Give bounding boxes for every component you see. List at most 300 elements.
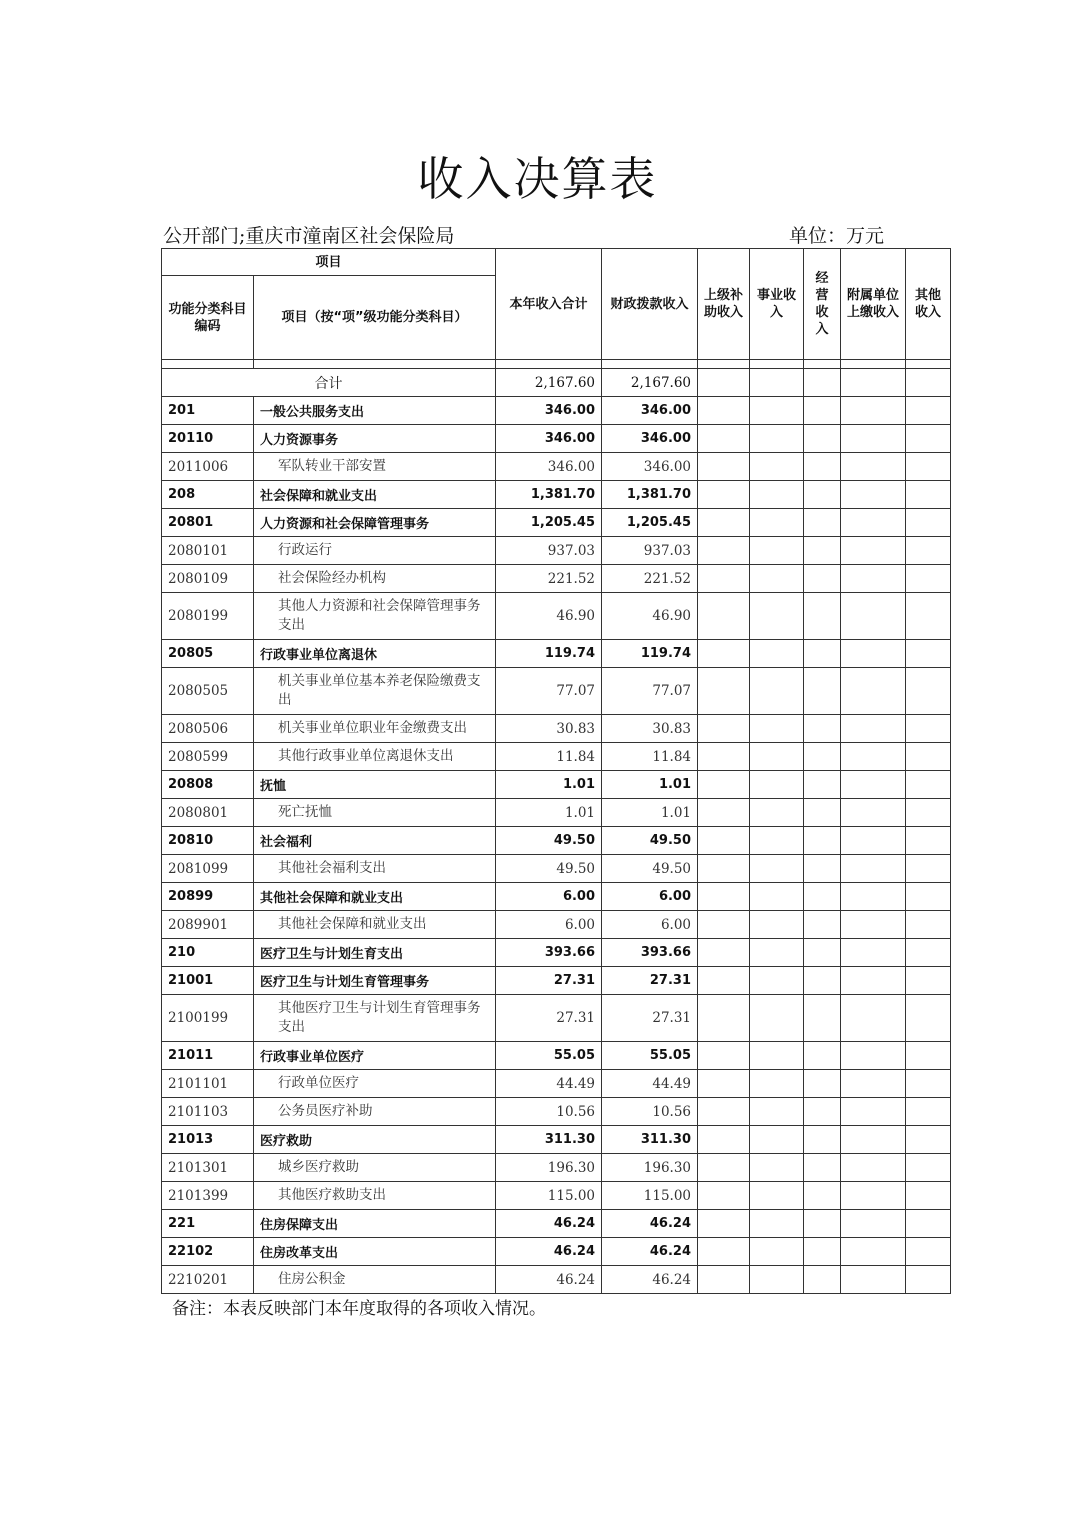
table-row xyxy=(162,1042,951,1070)
row-name: 机关事业单位基本养老保险缴费支出 xyxy=(254,668,496,715)
row-empty-cell xyxy=(698,1154,750,1182)
row-name: 住房公积金 xyxy=(254,1266,496,1294)
row-empty-cell xyxy=(804,883,841,911)
row-empty-cell xyxy=(804,1238,841,1266)
row-empty-cell xyxy=(906,397,951,425)
row-empty-cell xyxy=(750,593,804,640)
row-name: 医疗卫生与计划生育支出 xyxy=(254,939,496,967)
row-name: 社会福利 xyxy=(254,827,496,855)
row-total: 1.01 xyxy=(496,771,602,799)
table-row xyxy=(162,593,951,640)
row-total: 55.05 xyxy=(496,1042,602,1070)
row-total: 44.49 xyxy=(496,1070,602,1098)
row-empty-cell xyxy=(750,799,804,827)
row-empty-cell xyxy=(804,640,841,668)
row-empty-cell xyxy=(750,883,804,911)
table-row xyxy=(162,397,951,425)
row-empty-cell xyxy=(804,715,841,743)
row-code: 2210201 xyxy=(162,1266,254,1294)
header-code: 功能分类科目编码 xyxy=(162,276,254,360)
row-fiscal: 346.00 xyxy=(602,425,698,453)
table-row xyxy=(162,668,951,715)
row-empty-cell xyxy=(750,1238,804,1266)
row-fiscal: 115.00 xyxy=(602,1182,698,1210)
row-total: 27.31 xyxy=(496,995,602,1042)
row-name: 城乡医疗救助 xyxy=(254,1154,496,1182)
row-name: 行政单位医疗 xyxy=(254,1070,496,1098)
table-row xyxy=(162,509,951,537)
row-empty-cell xyxy=(804,1070,841,1098)
row-empty-cell xyxy=(906,481,951,509)
row-code: 2080101 xyxy=(162,537,254,565)
row-empty-cell xyxy=(841,425,906,453)
row-empty-cell xyxy=(804,1042,841,1070)
row-empty-cell xyxy=(698,1238,750,1266)
row-empty-cell xyxy=(698,855,750,883)
table-row xyxy=(162,1154,951,1182)
row-empty-cell xyxy=(906,1266,951,1294)
row-empty-cell xyxy=(804,453,841,481)
row-empty-cell xyxy=(750,771,804,799)
row-fiscal: 27.31 xyxy=(602,967,698,995)
row-empty-cell xyxy=(841,939,906,967)
row-name: 其他医疗救助支出 xyxy=(254,1182,496,1210)
table-row xyxy=(162,1182,951,1210)
table-row xyxy=(162,565,951,593)
table-row xyxy=(162,1238,951,1266)
row-code: 2011006 xyxy=(162,453,254,481)
row-total: 46.90 xyxy=(496,593,602,640)
table-row xyxy=(162,481,951,509)
table-row xyxy=(162,425,951,453)
table-row xyxy=(162,1098,951,1126)
row-empty-cell xyxy=(698,1182,750,1210)
row-name: 死亡抚恤 xyxy=(254,799,496,827)
row-code: 2089901 xyxy=(162,911,254,939)
row-total: 46.24 xyxy=(496,1238,602,1266)
row-empty-cell xyxy=(750,855,804,883)
row-empty-cell xyxy=(698,397,750,425)
row-fiscal: 46.24 xyxy=(602,1210,698,1238)
row-empty-cell xyxy=(841,771,906,799)
row-name: 行政运行 xyxy=(254,537,496,565)
row-empty-cell xyxy=(750,911,804,939)
row-empty-cell xyxy=(906,967,951,995)
table-row xyxy=(162,967,951,995)
row-empty-cell xyxy=(906,593,951,640)
row-empty-cell xyxy=(906,883,951,911)
row-empty-cell xyxy=(750,1154,804,1182)
total-row xyxy=(162,369,951,397)
row-code: 20805 xyxy=(162,640,254,668)
row-empty-cell xyxy=(906,743,951,771)
table-row xyxy=(162,939,951,967)
row-empty-cell xyxy=(698,593,750,640)
row-name: 抚恤 xyxy=(254,771,496,799)
row-name: 其他社会保障和就业支出 xyxy=(254,883,496,911)
row-empty-cell xyxy=(698,453,750,481)
row-code: 20899 xyxy=(162,883,254,911)
row-fiscal: 49.50 xyxy=(602,855,698,883)
row-empty-cell xyxy=(841,565,906,593)
row-empty-cell xyxy=(750,967,804,995)
row-code: 20808 xyxy=(162,771,254,799)
row-empty-cell xyxy=(750,425,804,453)
row-name: 行政事业单位医疗 xyxy=(254,1042,496,1070)
row-empty-cell xyxy=(698,481,750,509)
table-row xyxy=(162,640,951,668)
row-empty-cell xyxy=(698,743,750,771)
row-code: 20801 xyxy=(162,509,254,537)
row-empty-cell xyxy=(698,827,750,855)
table-row xyxy=(162,743,951,771)
row-total: 46.24 xyxy=(496,1210,602,1238)
row-empty-cell xyxy=(804,1098,841,1126)
row-empty-cell xyxy=(804,827,841,855)
row-empty-cell xyxy=(906,1042,951,1070)
row-empty-cell xyxy=(750,1182,804,1210)
row-total: 221.52 xyxy=(496,565,602,593)
row-empty-cell xyxy=(750,565,804,593)
row-empty-cell xyxy=(841,827,906,855)
row-total: 346.00 xyxy=(496,397,602,425)
row-empty-cell xyxy=(906,1210,951,1238)
row-empty-cell xyxy=(906,1098,951,1126)
total-amount: 2,167.60 xyxy=(496,369,602,397)
row-empty-cell xyxy=(698,425,750,453)
row-empty-cell xyxy=(698,799,750,827)
row-empty-cell xyxy=(906,827,951,855)
row-empty-cell xyxy=(906,565,951,593)
row-empty-cell xyxy=(698,771,750,799)
header-fiscal: 财政拨款收入 xyxy=(602,249,698,360)
row-empty-cell xyxy=(750,715,804,743)
header-other: 其他收入 xyxy=(906,249,951,360)
row-empty-cell xyxy=(750,827,804,855)
row-empty-cell xyxy=(750,1210,804,1238)
row-empty-cell xyxy=(750,1070,804,1098)
header-project: 项目 xyxy=(162,249,496,276)
table-row xyxy=(162,1070,951,1098)
row-fiscal: 346.00 xyxy=(602,453,698,481)
row-fiscal: 10.56 xyxy=(602,1098,698,1126)
row-total: 46.24 xyxy=(496,1266,602,1294)
row-name: 其他社会保障和就业支出 xyxy=(254,911,496,939)
row-empty-cell xyxy=(841,668,906,715)
row-empty-cell xyxy=(841,743,906,771)
row-empty-cell xyxy=(906,799,951,827)
row-empty-cell xyxy=(841,640,906,668)
row-empty-cell xyxy=(750,1098,804,1126)
row-total: 6.00 xyxy=(496,911,602,939)
header-total: 本年收入合计 xyxy=(496,249,602,360)
row-total: 1.01 xyxy=(496,799,602,827)
table-row xyxy=(162,537,951,565)
row-code: 21001 xyxy=(162,967,254,995)
row-empty-cell xyxy=(804,1266,841,1294)
row-empty-cell xyxy=(750,743,804,771)
row-empty-cell xyxy=(906,715,951,743)
row-empty-cell xyxy=(804,939,841,967)
row-empty-cell xyxy=(841,799,906,827)
row-empty-cell xyxy=(750,640,804,668)
row-fiscal: 44.49 xyxy=(602,1070,698,1098)
row-code: 221 xyxy=(162,1210,254,1238)
row-total: 10.56 xyxy=(496,1098,602,1126)
row-empty-cell xyxy=(698,939,750,967)
row-empty-cell xyxy=(804,565,841,593)
row-empty-cell xyxy=(804,425,841,453)
header-name: 项目（按“项”级功能分类科目） xyxy=(254,276,496,360)
total-fiscal: 2,167.60 xyxy=(602,369,698,397)
row-name: 社会保险经办机构 xyxy=(254,565,496,593)
row-name: 公务员医疗补助 xyxy=(254,1098,496,1126)
row-empty-cell xyxy=(841,967,906,995)
row-total: 196.30 xyxy=(496,1154,602,1182)
row-empty-cell xyxy=(906,1182,951,1210)
row-total: 346.00 xyxy=(496,453,602,481)
row-code: 201 xyxy=(162,397,254,425)
row-empty-cell xyxy=(750,668,804,715)
row-fiscal: 311.30 xyxy=(602,1126,698,1154)
row-empty-cell xyxy=(841,1266,906,1294)
row-name: 社会保障和就业支出 xyxy=(254,481,496,509)
row-empty-cell xyxy=(841,855,906,883)
row-empty-cell xyxy=(841,453,906,481)
row-total: 6.00 xyxy=(496,883,602,911)
row-code: 2080801 xyxy=(162,799,254,827)
table-row xyxy=(162,715,951,743)
row-fiscal: 46.24 xyxy=(602,1238,698,1266)
row-empty-cell xyxy=(804,911,841,939)
row-code: 21013 xyxy=(162,1126,254,1154)
row-total: 30.83 xyxy=(496,715,602,743)
row-empty-cell xyxy=(804,967,841,995)
row-empty-cell xyxy=(750,1126,804,1154)
header-spacer-row xyxy=(162,360,951,369)
row-empty-cell xyxy=(750,397,804,425)
row-total: 115.00 xyxy=(496,1182,602,1210)
table-row xyxy=(162,995,951,1042)
row-empty-cell xyxy=(841,883,906,911)
table-row xyxy=(162,771,951,799)
table-row xyxy=(162,883,951,911)
row-empty-cell xyxy=(804,1154,841,1182)
row-code: 2080505 xyxy=(162,668,254,715)
row-empty-cell xyxy=(841,715,906,743)
row-empty-cell xyxy=(698,1070,750,1098)
row-empty-cell xyxy=(804,855,841,883)
row-fiscal: 27.31 xyxy=(602,995,698,1042)
row-name: 其他行政事业单位离退休支出 xyxy=(254,743,496,771)
row-code: 2101301 xyxy=(162,1154,254,1182)
row-empty-cell xyxy=(841,1042,906,1070)
row-fiscal: 1,205.45 xyxy=(602,509,698,537)
row-empty-cell xyxy=(698,640,750,668)
row-total: 49.50 xyxy=(496,827,602,855)
table-row xyxy=(162,1266,951,1294)
row-name: 其他医疗卫生与计划生育管理事务支出 xyxy=(254,995,496,1042)
row-empty-cell xyxy=(841,1210,906,1238)
row-empty-cell xyxy=(804,1126,841,1154)
row-empty-cell xyxy=(906,509,951,537)
row-name: 机关事业单位职业年金缴费支出 xyxy=(254,715,496,743)
row-empty-cell xyxy=(698,537,750,565)
income-settlement-table xyxy=(161,248,951,1294)
row-fiscal: 55.05 xyxy=(602,1042,698,1070)
row-empty-cell xyxy=(804,799,841,827)
table-row xyxy=(162,827,951,855)
row-total: 1,381.70 xyxy=(496,481,602,509)
row-empty-cell xyxy=(804,537,841,565)
row-empty-cell xyxy=(698,1210,750,1238)
row-empty-cell xyxy=(906,537,951,565)
row-empty-cell xyxy=(841,1070,906,1098)
row-name: 行政事业单位离退休 xyxy=(254,640,496,668)
row-empty-cell xyxy=(841,397,906,425)
row-code: 2080199 xyxy=(162,593,254,640)
table-row xyxy=(162,799,951,827)
row-name: 人力资源事务 xyxy=(254,425,496,453)
row-empty-cell xyxy=(841,911,906,939)
table-row xyxy=(162,453,951,481)
row-name: 其他人力资源和社会保障管理事务支出 xyxy=(254,593,496,640)
header-affiliated: 附属单位上缴收入 xyxy=(841,249,906,360)
row-total: 27.31 xyxy=(496,967,602,995)
row-code: 208 xyxy=(162,481,254,509)
row-name: 住房保障支出 xyxy=(254,1210,496,1238)
row-empty-cell xyxy=(698,1042,750,1070)
row-empty-cell xyxy=(804,995,841,1042)
row-total: 311.30 xyxy=(496,1126,602,1154)
row-name: 医疗卫生与计划生育管理事务 xyxy=(254,967,496,995)
row-empty-cell xyxy=(906,995,951,1042)
row-empty-cell xyxy=(804,743,841,771)
row-fiscal: 1.01 xyxy=(602,799,698,827)
row-name: 人力资源和社会保障管理事务 xyxy=(254,509,496,537)
row-empty-cell xyxy=(750,939,804,967)
department-label: 公开部门;重庆市潼南区社会保险局 xyxy=(163,225,455,247)
row-fiscal: 937.03 xyxy=(602,537,698,565)
row-empty-cell xyxy=(841,1238,906,1266)
row-empty-cell xyxy=(698,668,750,715)
row-empty-cell xyxy=(841,481,906,509)
footnote: 备注：本表反映部门本年度取得的各项收入情况。 xyxy=(172,1299,546,1319)
row-empty-cell xyxy=(841,1126,906,1154)
row-empty-cell xyxy=(804,1210,841,1238)
row-empty-cell xyxy=(906,1070,951,1098)
row-fiscal: 49.50 xyxy=(602,827,698,855)
row-fiscal: 196.30 xyxy=(602,1154,698,1182)
row-fiscal: 221.52 xyxy=(602,565,698,593)
row-total: 119.74 xyxy=(496,640,602,668)
row-code: 21011 xyxy=(162,1042,254,1070)
total-label: 合计 xyxy=(162,369,496,397)
row-code: 2101399 xyxy=(162,1182,254,1210)
row-name: 一般公共服务支出 xyxy=(254,397,496,425)
row-empty-cell xyxy=(906,1238,951,1266)
row-empty-cell xyxy=(698,883,750,911)
row-total: 77.07 xyxy=(496,668,602,715)
row-total: 1,205.45 xyxy=(496,509,602,537)
row-code: 20110 xyxy=(162,425,254,453)
row-empty-cell xyxy=(804,771,841,799)
row-empty-cell xyxy=(804,593,841,640)
row-empty-cell xyxy=(750,453,804,481)
row-fiscal: 46.90 xyxy=(602,593,698,640)
row-total: 346.00 xyxy=(496,425,602,453)
row-empty-cell xyxy=(698,995,750,1042)
row-empty-cell xyxy=(698,715,750,743)
row-name: 其他社会福利支出 xyxy=(254,855,496,883)
row-total: 49.50 xyxy=(496,855,602,883)
row-empty-cell xyxy=(906,453,951,481)
row-fiscal: 1.01 xyxy=(602,771,698,799)
row-empty-cell xyxy=(804,1182,841,1210)
row-empty-cell xyxy=(804,668,841,715)
row-empty-cell xyxy=(906,911,951,939)
row-total: 937.03 xyxy=(496,537,602,565)
row-empty-cell xyxy=(906,1154,951,1182)
row-code: 20810 xyxy=(162,827,254,855)
header-superior: 上级补助收入 xyxy=(698,249,750,360)
row-empty-cell xyxy=(750,995,804,1042)
row-empty-cell xyxy=(698,911,750,939)
row-empty-cell xyxy=(698,1266,750,1294)
row-empty-cell xyxy=(841,537,906,565)
row-code: 2101103 xyxy=(162,1098,254,1126)
row-empty-cell xyxy=(698,967,750,995)
row-empty-cell xyxy=(698,565,750,593)
row-fiscal: 77.07 xyxy=(602,668,698,715)
row-empty-cell xyxy=(906,425,951,453)
table-row xyxy=(162,855,951,883)
row-empty-cell xyxy=(906,1126,951,1154)
row-empty-cell xyxy=(841,995,906,1042)
row-code: 22102 xyxy=(162,1238,254,1266)
row-code: 2100199 xyxy=(162,995,254,1042)
table-row xyxy=(162,1210,951,1238)
row-empty-cell xyxy=(906,640,951,668)
row-empty-cell xyxy=(841,509,906,537)
row-total: 11.84 xyxy=(496,743,602,771)
row-empty-cell xyxy=(698,1126,750,1154)
row-fiscal: 46.24 xyxy=(602,1266,698,1294)
row-fiscal: 30.83 xyxy=(602,715,698,743)
row-empty-cell xyxy=(906,939,951,967)
row-empty-cell xyxy=(804,509,841,537)
row-empty-cell xyxy=(841,593,906,640)
row-empty-cell xyxy=(906,771,951,799)
table-row xyxy=(162,911,951,939)
row-name: 医疗救助 xyxy=(254,1126,496,1154)
row-empty-cell xyxy=(750,1266,804,1294)
row-empty-cell xyxy=(804,481,841,509)
row-empty-cell xyxy=(804,397,841,425)
row-fiscal: 119.74 xyxy=(602,640,698,668)
row-empty-cell xyxy=(750,1042,804,1070)
row-name: 住房改革支出 xyxy=(254,1238,496,1266)
row-empty-cell xyxy=(906,855,951,883)
row-empty-cell xyxy=(841,1154,906,1182)
row-empty-cell xyxy=(750,509,804,537)
header-operation: 经营收入 xyxy=(804,249,841,360)
page-title: 收入决算表 xyxy=(417,152,658,206)
row-fiscal: 6.00 xyxy=(602,911,698,939)
unit-label: 单位：万元 xyxy=(789,225,885,247)
row-fiscal: 11.84 xyxy=(602,743,698,771)
row-code: 2080109 xyxy=(162,565,254,593)
